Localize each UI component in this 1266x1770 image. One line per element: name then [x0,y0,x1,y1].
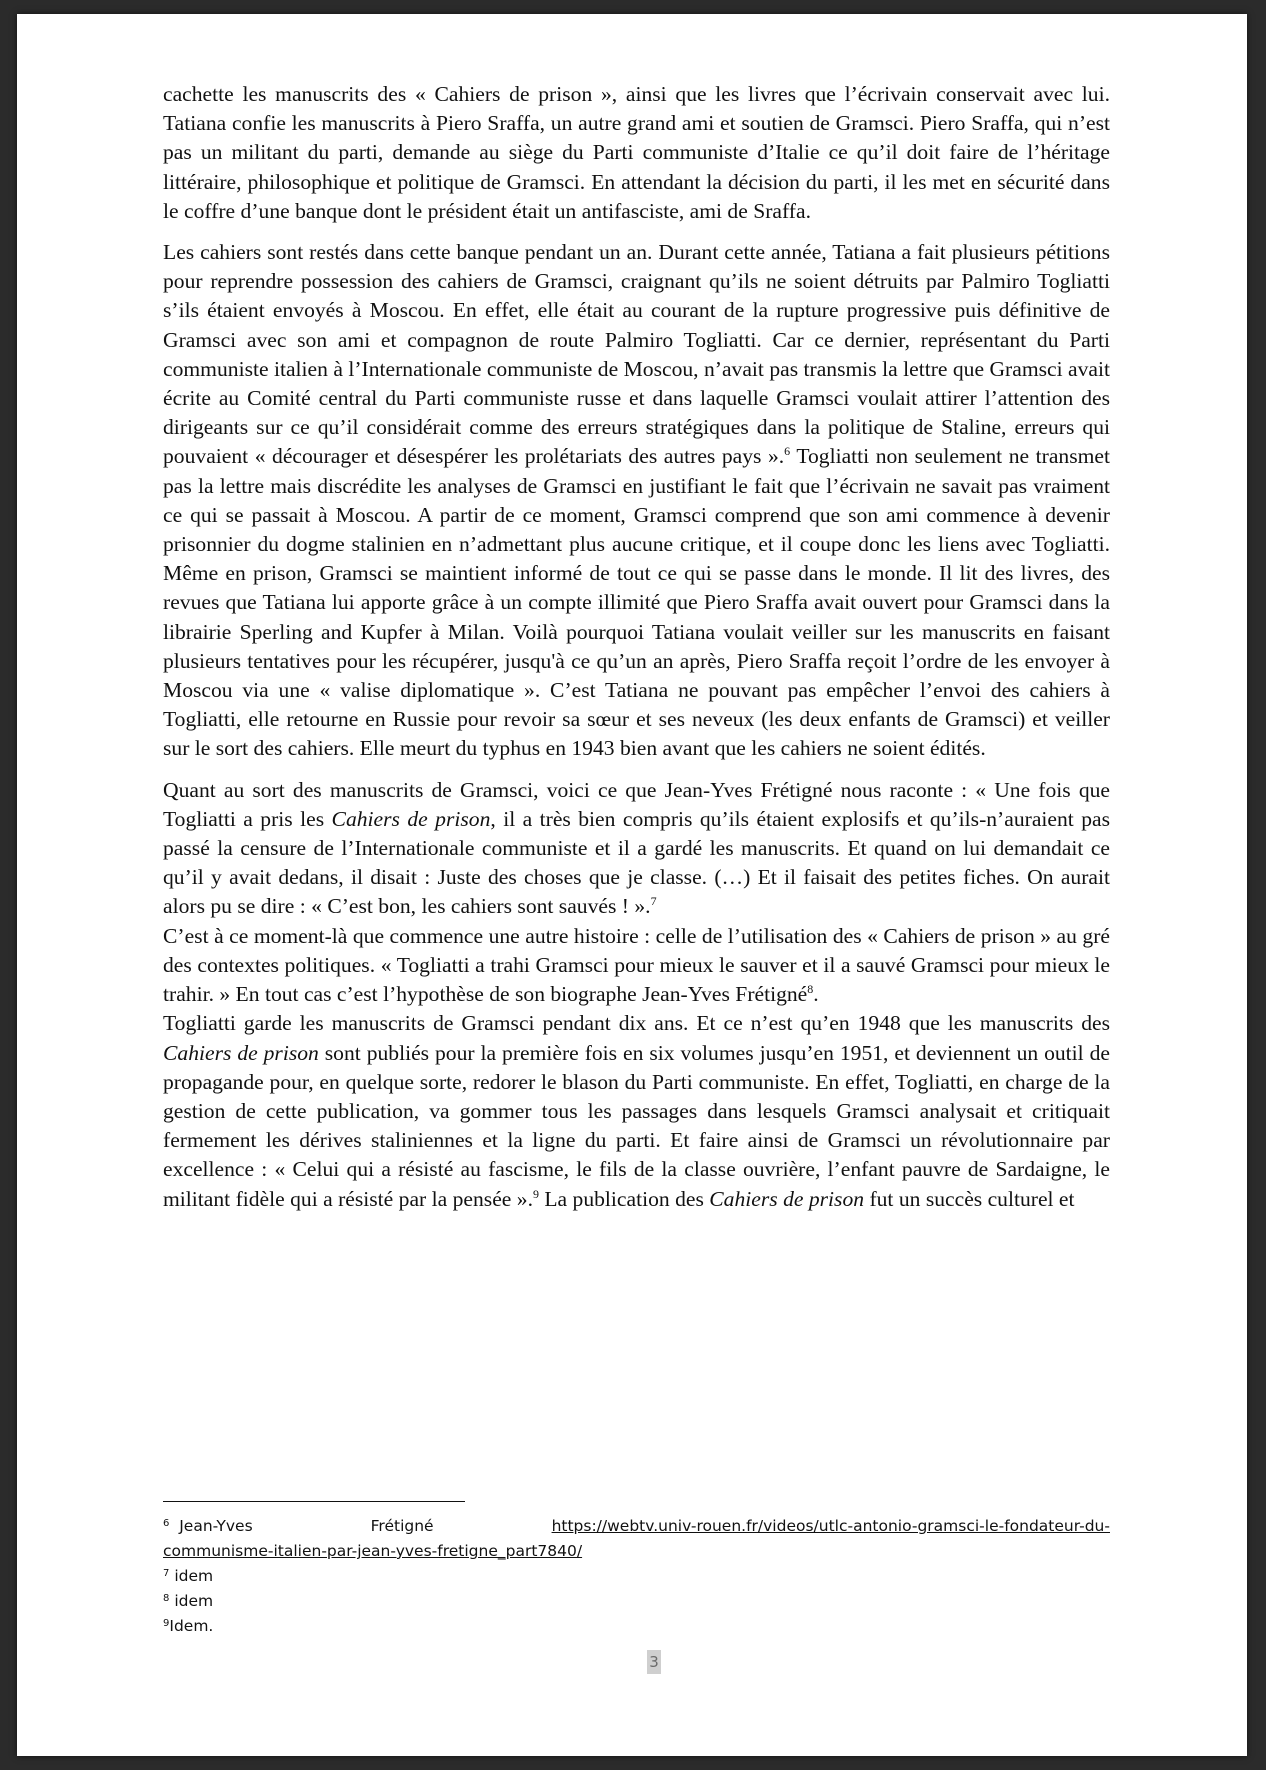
footnote-number: 6 [163,1518,170,1529]
text-run: sont publiés pour la première fois en six volumes jusqu’en 1951, et deviennent un outil de propagande pour, en quelque sorte, redorer le blason du Parti communiste. En effet, Togliatti, en charge de la gestion de cette publication, va gommer tous les passages dans lesquels Gramsci analysait et critiquait fermement les dérives staliniennes et la ligne du parti. Et faire ainsi de Gramsci un révolutionnaire par excellence : « Celui qui a résisté au fascisme, le fils de la classe ouvrière, l’enfant pauvre de Sardaigne, le militant fidèle qui a résisté par la pensée ». [163,1040,1110,1211]
page-number: 3 [647,1650,661,1674]
text-run: La publication des [538,1186,710,1211]
text-run: fut un succès culturel et [864,1186,1075,1211]
footnote-link-continued[interactable]: communisme-italien-par-jean-yves-fretigne_part7840/ [163,1542,583,1560]
footnote-text: Idem. [169,1617,214,1635]
text-run: Les cahiers sont restés dans cette banque pendant un an. Durant cette année, Tatiana a fait plusieurs pétitions pour reprendre possession des cahiers de Gramsci, craignant qu’ils ne soient détruits par Palmiro Togliatti s’ils étaient envoyés à Moscou. En effet, elle était au courant de la rupture progressive puis définitive de Gramsci avec son ami et compagnon de route Palmiro Togliatti. Car ce dernier, représentant du Parti communiste italien à l’Internationale communiste de Moscou, n’avait pas transmis la lettre que Gramsci avait écrite au Comité central du Parti communiste russe et dans laquelle Gramsci voulait attirer l’attention des dirigeants sur ce qu’il considérait comme des erreurs stratégiques dans la politique de Staline, erreurs qui pouvaient « décourager et désespérer les prolétariats des autres pays ». [163,240,1110,469]
italic-title: Cahiers de prison [163,1040,319,1065]
italic-title: Cahiers de prison [709,1186,865,1211]
paragraph [163,238,1110,764]
footnote-number: 7 [163,1568,170,1579]
footnotes [163,1501,1110,1639]
footnote-number: 8 [163,1593,170,1604]
document-page [17,14,1247,1756]
footnote-7 [163,1564,1110,1589]
paragraph [163,1009,1110,1213]
footnote-text: idem [174,1592,214,1610]
text-run: cachette les manuscrits des « Cahiers de prison », ainsi que les livres que l’écrivain conservait avec lui. Tatiana confie les manuscrits à Piero Sraffa, un autre grand ami et soutien de Gramsci. Piero Sraffa, qui n’est pas un militant du parti, demande au siège du Parti communiste d’Italie ce qu’il doit faire de l’héritage littéraire, philosophique et politique de Gramsci. En attendant la décision du parti, il les met en sécurité dans le coffre d’une banque dont le président était un antifasciste, ami de Sraffa. [163,82,1110,223]
text-run: Quant au sort des manuscrits de Gramsci, voici ce que Jean-Yves Frétigné nous raconte : « Une fois que Togliatti a pris les [163,777,1110,831]
footnote-number: 9 [163,1618,170,1629]
footnote-text: idem [174,1567,214,1585]
text-run: , il a très bien compris qu’ils étaient explosifs et qu’ils-n’auraient pas passé la censure de l’Internationale communiste et il a gardé les manuscrits. Et quand on lui demandait ce qu’il y avait dedans, il disait : Juste des choses que je classe. (…) Et il faisait des petites fiches. On aurait alors pu se dire : « C’est bon, les cahiers sont sauvés ! ». [163,806,1110,919]
footnote-link[interactable]: https://webtv.univ-rouen.fr/videos/utlc-antonio-gramsci-le-fondateur-du- [551,1517,1110,1535]
text-run: C’est à ce moment-là que commence une autre histoire : celle de l’utilisation des « Cahiers de prison » au gré des contextes politiques. « Togliatti a trahi Gramsci pour mieux le sauver et il a sauvé Gramsci pour mieux le trahir. » En tout cas c’est l’hypothèse de son biographe Jean-Yves Frétigné [163,923,1110,1007]
paragraph [163,922,1110,1010]
text-run: Togliatti non seulement ne transmet pas la lettre mais discrédite les analyses de Gramsci en justifiant le fait que l’écrivain ne savait pas vraiment ce qui se passait à Moscou. A partir de ce moment, Gramsci comprend que son ami commence à devenir prisonnier du dogme stalinien en n’admettant plus aucune critique, et il coupe donc les liens avec Togliatti. Même en prison, Gramsci se maintient informé de tout ce qui se passe dans le monde. Il lit des livres, des revues que Tatiana lui apporte grâce à un compte illimité que Piero Sraffa avait ouvert pour Gramsci dans la librairie Sperling and Kupfer à Milan. Voilà pourquoi Tatiana voulait veiller sur les manuscrits en faisant plusieurs tentatives pour les récupérer, jusqu'à ce qu’un an après, Piero Sraffa reçoit l’ordre de les envoyer à Moscou via une « valise diplomatique ». C’est Tatiana ne pouvant pas empêcher l’envoi des cahiers à Togliatti, elle retourne en Russie pour revoir sa sœur et ses neveux (les deux enfants de Gramsci) et veiller sur le sort des cahiers. Elle meurt du typhus en 1943 bien avant que les cahiers ne soient édités. [163,444,1110,761]
footnote-ref: 9 [532,1186,539,1201]
footnote-author-surname: Frétigné [370,1517,434,1535]
footnote-separator [163,1501,465,1502]
body-text [163,80,1110,1214]
italic-title: Cahiers de prison [331,806,491,831]
footnote-author: Jean-Yves [179,1517,253,1535]
footnote-8 [163,1589,1110,1614]
footnote-ref: 6 [784,444,791,459]
paragraph [163,80,1110,226]
footnote-ref: 8 [807,982,814,997]
footnote-ref: 7 [650,894,657,909]
footnote-9 [163,1614,1110,1639]
footnote-6 [163,1514,1110,1564]
paragraph [163,776,1110,922]
text-run: . [813,982,819,1007]
text-run: Togliatti garde les manuscrits de Gramsci pendant dix ans. Et ce n’est qu’en 1948 que les manuscrits des [163,1011,1110,1036]
